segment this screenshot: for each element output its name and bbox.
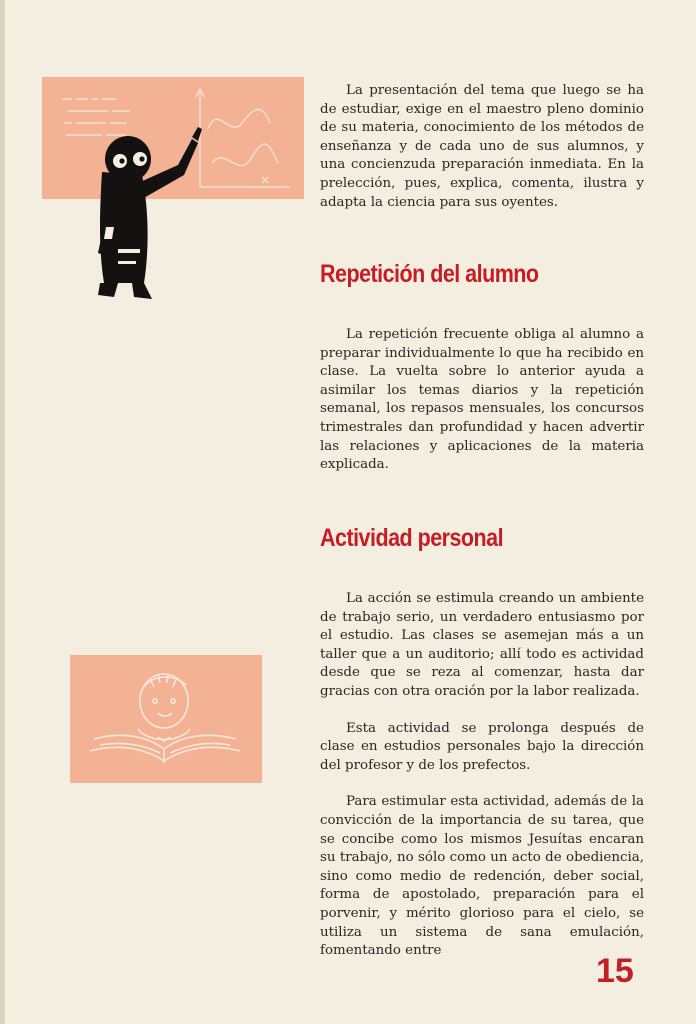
intro-paragraph: La presentación del tema que luego se ha de estudiar, exige en el maestro pleno dominio de su materia, conocimiento de los métodos de enseñanza y de cada uno de sus alumnos, y una concienzuda preparación inmediata. En la prelección, pues, explica, comenta, ilustra y adapta la ciencia para sus oyentes. — [320, 83, 644, 210]
page-number: 15 — [596, 952, 634, 990]
page-binding-edge — [0, 0, 5, 1024]
student-reading-illustration — [70, 655, 262, 783]
actividad-paragraph-3: Para estimular esta actividad, además de la convicción de la importancia de su tarea, que se concibe como los mismos Jesuítas encaran su trabajo, no sólo como un acto de obediencia, sino como medio de redención, deber social, forma de apostolado, preparación para el porvenir, y mérito glorioso para el cielo, se utiliza un sistema de sana emulación, fomentando entre — [320, 794, 644, 959]
actividad-paragraph-1: La acción se estimula creando un ambiente de trabajo serio, un verdadero entusiasmo por el estudio. Las clases se asemejan más a un taller que a un auditorio; allí todo es actividad desde que se reza al comenzar, hasta dar gracias con otra oración por la labor realizada. — [320, 591, 644, 699]
repeticion-section — [320, 326, 644, 475]
intro-section — [320, 82, 644, 212]
section-heading-repeticion: Repetición del alumno — [320, 260, 539, 288]
repeticion-paragraph: La repetición frecuente obliga al alumno a preparar individualmente lo que ha recibido en clase. La vuelta sobre lo anterior ayuda a asimilar los temas diarios y la repetición semanal, los repasos mensuales, los concursos trimestrales dan profundidad y hacen advertir las relaciones y aplicaciones de la materia explicada. — [320, 327, 644, 473]
actividad-section — [320, 590, 644, 961]
section-heading-actividad: Actividad personal — [320, 524, 504, 552]
teacher-blackboard-illustration — [42, 77, 306, 302]
actividad-paragraph-2: Esta actividad se prolonga después de clase en estudios personales bajo la dirección del profesor y de los prefectos. — [320, 720, 644, 773]
